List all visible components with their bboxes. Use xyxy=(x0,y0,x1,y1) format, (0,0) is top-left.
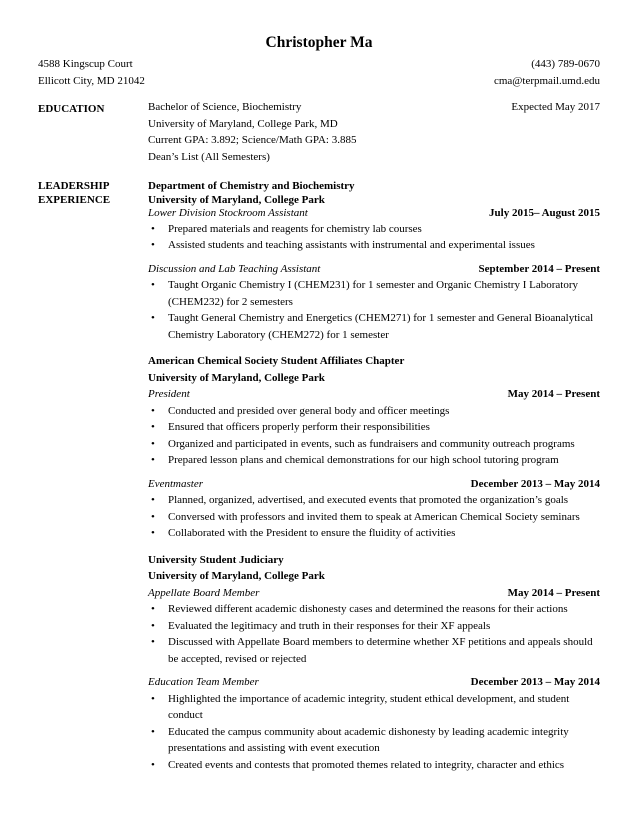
role-dates: December 2013 – May 2014 xyxy=(470,477,600,490)
role-dates: May 2014 – Present xyxy=(507,586,600,599)
candidate-name: Christopher Ma xyxy=(265,34,373,51)
role-bullets xyxy=(148,601,600,667)
leadership-label xyxy=(38,180,110,207)
contact-row-2 xyxy=(38,75,600,87)
bullet-item: • Conversed with professors and invited them to speak at American Chemical Society seminars xyxy=(148,509,600,526)
bullet-item: • Discussed with Appellate Board members to determine whether XF petitions and appeals should be accepted, revised or rejected xyxy=(148,634,600,667)
bullet-item: • Assisted students and teaching assistants with instrumental and experimental issues xyxy=(148,237,600,254)
education-label: EDUCATION xyxy=(38,103,105,115)
email: cma@terpmail.umd.edu xyxy=(493,75,600,87)
org-block xyxy=(148,180,600,343)
bullet-item: • Conducted and presided over general body and officer meetings xyxy=(148,403,600,420)
org-name: American Chemical Society Student Affiliates Chapter xyxy=(148,355,405,367)
education-school: University of Maryland, College Park, MD xyxy=(148,117,338,130)
role-bullets xyxy=(148,221,600,254)
role-bullets xyxy=(148,403,600,469)
address-line2: Ellicott City, MD 21042 xyxy=(38,75,145,87)
education-degree: Bachelor of Science, Biochemistry xyxy=(148,101,302,113)
org-location: University of Maryland, College Park xyxy=(148,570,325,582)
org-block xyxy=(148,353,600,542)
bullet-item: • Ensured that officers properly perform their responsibilities xyxy=(148,419,600,436)
bullet-item: • Highlighted the importance of academic integrity, student ethical development, and student conduct xyxy=(148,691,600,724)
bullet-item: • Collaborated with the President to ensure the fluidity of activities xyxy=(148,525,600,542)
org-location: University of Maryland, College Park xyxy=(148,193,325,206)
role-title: Education Team Member xyxy=(148,676,259,688)
role-header xyxy=(148,674,600,691)
role-dates: September 2014 – Present xyxy=(478,262,600,275)
bullet-item: • Prepared materials and reagents for chemistry lab courses xyxy=(148,221,600,238)
role-dates: July 2015– August 2015 xyxy=(489,207,600,219)
phone: (443) 789-0670 xyxy=(531,58,600,70)
org-block xyxy=(148,552,600,774)
role-bullets xyxy=(148,492,600,542)
org-name: University Student Judiciary xyxy=(148,553,284,566)
role-title: Lower Division Stockroom Assistant xyxy=(148,207,308,219)
role-title: Appellate Board Member xyxy=(148,586,260,599)
leadership-section xyxy=(148,180,600,773)
bullet-item: • Taught General Chemistry and Energetics (CHEM271) for 1 semester and General Bioanalytical Chemistry Laboratory (CHEM272) for 1 semester xyxy=(148,310,600,343)
education-section xyxy=(148,99,600,165)
leadership-label-line1: LEADERSHIP xyxy=(38,180,110,192)
role-header xyxy=(148,386,600,403)
education-honors: Dean’s List (All Semesters) xyxy=(148,150,270,163)
role-title: Discussion and Lab Teaching Assistant xyxy=(148,262,321,275)
bullet-item: • Educated the campus community about academic dishonesty by leading academic integrity presentations and assisting with event execution xyxy=(148,724,600,757)
role-bullets xyxy=(148,277,600,343)
role-bullets xyxy=(148,691,600,774)
role-header xyxy=(148,476,600,493)
bullet-item: • Taught Organic Chemistry I (CHEM231) for 1 semester and Organic Chemistry I Laboratory (CHEM232) for 2 semesters xyxy=(148,277,600,310)
role-dates: December 2013 – May 2014 xyxy=(470,676,600,688)
bullet-item: • Organized and participated in events, such as fundraisers and community outreach programs xyxy=(148,436,600,453)
address-line1: 4588 Kingscup Court xyxy=(38,58,133,70)
role-title: President xyxy=(148,388,190,400)
role-dates: May 2014 – Present xyxy=(507,388,600,400)
leadership-label-line2: EXPERIENCE xyxy=(38,193,111,206)
role-header xyxy=(148,585,600,602)
role-header xyxy=(148,261,600,278)
bullet-item: • Evaluated the legitimacy and truth in their responses for their XF appeals xyxy=(148,618,600,635)
role-header xyxy=(148,207,600,221)
bullet-item: • Prepared lesson plans and chemical demonstrations for our high school tutoring program xyxy=(148,452,600,469)
bullet-item: • Reviewed different academic dishonesty cases and determined the reasons for their actions xyxy=(148,601,600,618)
contact-row-1 xyxy=(38,58,600,70)
education-gpa: Current GPA: 3.892; Science/Math GPA: 3.885 xyxy=(148,134,357,146)
bullet-item: • Created events and contests that promoted themes related to integrity, character and ethics xyxy=(148,757,600,774)
org-name: Department of Chemistry and Biochemistry xyxy=(148,180,355,192)
org-location: University of Maryland, College Park xyxy=(148,371,325,384)
education-degree-row xyxy=(148,99,600,116)
role-title: Eventmaster xyxy=(148,477,203,490)
bullet-item: • Planned, organized, advertised, and executed events that promoted the organization’s goals xyxy=(148,492,600,509)
education-date: Expected May 2017 xyxy=(511,101,600,113)
